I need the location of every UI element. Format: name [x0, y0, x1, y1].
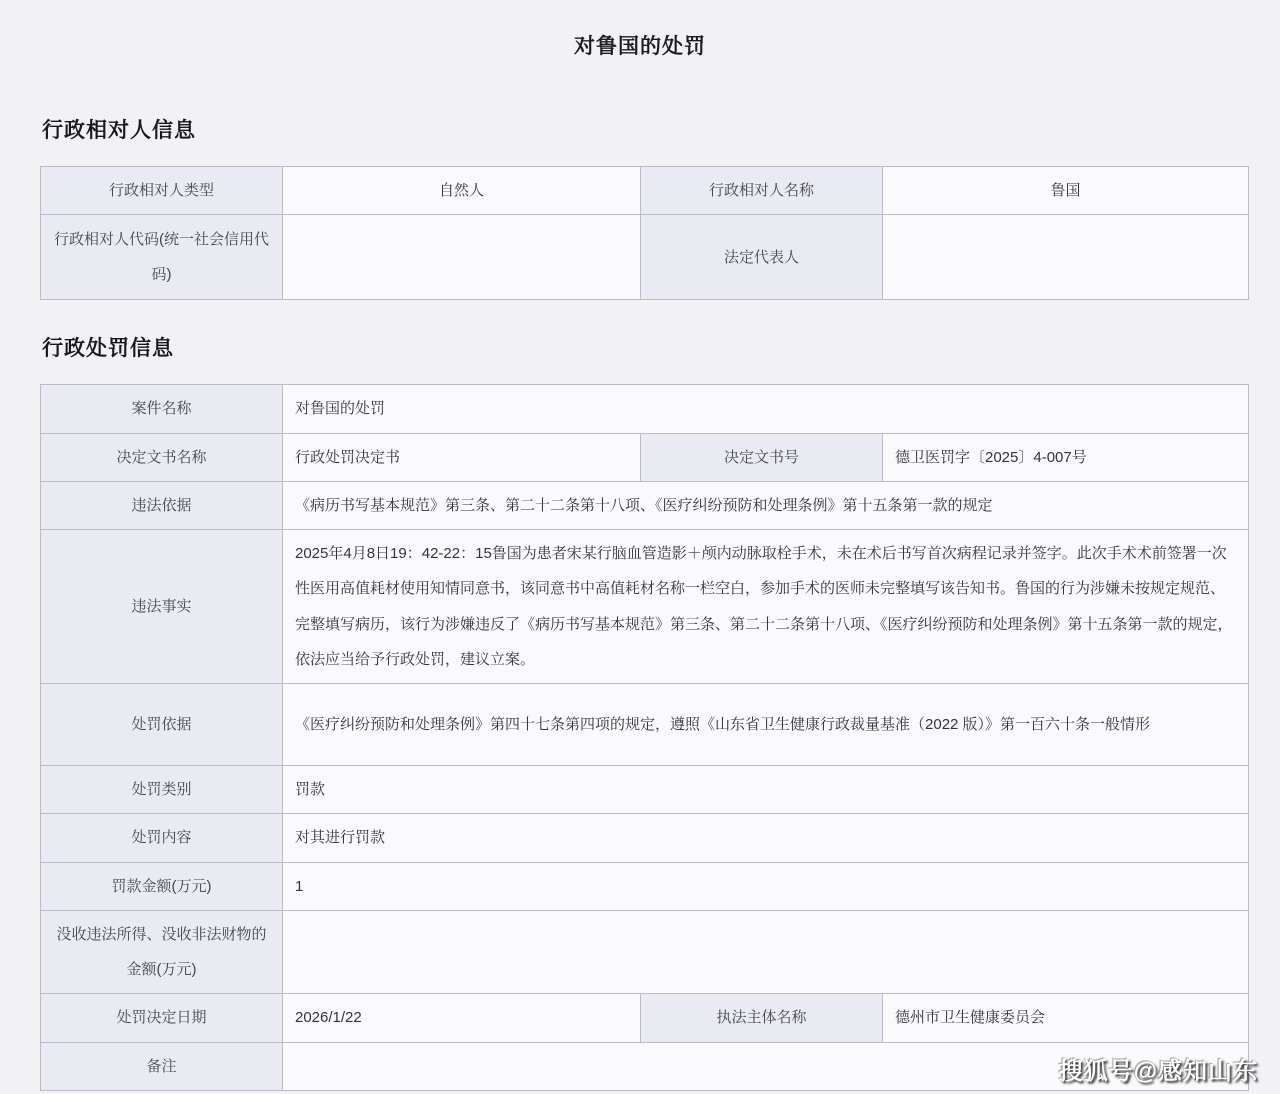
penalty-basis-value: 《医疗纠纷预防和处理条例》第四十七条第四项的规定，遵照《山东省卫生健康行政裁量基准（2022 版）》第一百六十条一般情形 [283, 684, 1249, 766]
decision-document-name-label: 决定文书名称 [41, 433, 283, 481]
table-row [41, 530, 1249, 684]
decision-document-number-label: 决定文书号 [641, 433, 883, 481]
page-title: 对鲁国的处罚 [574, 35, 706, 58]
table-row [41, 862, 1249, 910]
legal-representative-value [883, 215, 1249, 300]
confiscation-amount-label: 没收违法所得、没收非法财物的金额(万元) [41, 910, 283, 994]
table-row [41, 481, 1249, 529]
table-row [41, 167, 1249, 215]
case-name-value: 对鲁国的处罚 [283, 385, 1249, 433]
watermark: 搜狐号@感知山东 [1058, 1058, 1258, 1085]
section-heading-party-info: 行政相对人信息 [42, 119, 196, 142]
table-row [41, 433, 1249, 481]
party-name-label: 行政相对人名称 [641, 167, 883, 215]
table-row [41, 910, 1249, 994]
table-row [41, 684, 1249, 766]
legal-representative-label: 法定代表人 [641, 215, 883, 300]
penalty-decision-date-value: 2026/1/22 [283, 994, 641, 1042]
table-row [41, 385, 1249, 433]
table-row [41, 766, 1249, 814]
confiscation-amount-value [283, 910, 1249, 994]
penalty-content-label: 处罚内容 [41, 814, 283, 862]
party-type-value: 自然人 [283, 167, 641, 215]
decision-document-number-value: 德卫医罚字〔2025〕4-007号 [883, 433, 1249, 481]
table-row [41, 814, 1249, 862]
violation-facts-label: 违法事实 [41, 530, 283, 684]
table-row [41, 215, 1249, 300]
remarks-label: 备注 [41, 1042, 283, 1090]
table-row [41, 994, 1249, 1042]
penalty-category-value: 罚款 [283, 766, 1249, 814]
penalty-category-label: 处罚类别 [41, 766, 283, 814]
party-type-label: 行政相对人类型 [41, 167, 283, 215]
violation-facts-value: 2025年4月8日19：42-22：15鲁国为患者宋某行脑血管造影＋颅内动脉取栓手术，未在术后书写首次病程记录并签字。此次手术术前签署一次性医用高值耗材使用知情同意书，该同意书中高值耗材名称一栏空白，参加手术的医师未完整填写该告知书。鲁国的行为涉嫌未按规定规范、完整填写病历，该行为涉嫌违反了《病历书写基本规范》第三条、第二十二条第十八项、《医疗纠纷预防和处理条例》第十五条第一款的规定，依法应当给予行政处罚，建议立案。 [283, 530, 1249, 684]
penalty-info-table [40, 384, 1249, 1091]
section-heading-penalty-info: 行政处罚信息 [42, 337, 174, 361]
case-name-label: 案件名称 [41, 385, 283, 433]
penalty-content-value: 对其进行罚款 [283, 814, 1249, 862]
penalty-decision-date-label: 处罚决定日期 [41, 994, 283, 1042]
enforcement-authority-label: 执法主体名称 [641, 994, 883, 1042]
enforcement-authority-value: 德州市卫生健康委员会 [883, 994, 1249, 1042]
penalty-basis-label: 处罚依据 [41, 684, 283, 766]
violation-basis-value: 《病历书写基本规范》第三条、第二十二条第十八项、《医疗纠纷预防和处理条例》第十五条第一款的规定 [283, 481, 1249, 529]
party-code-value [283, 215, 641, 300]
violation-basis-label: 违法依据 [41, 481, 283, 529]
decision-document-name-value: 行政处罚决定书 [283, 433, 641, 481]
party-code-label: 行政相对人代码(统一社会信用代码) [41, 215, 283, 300]
fine-amount-value: 1 [283, 862, 1249, 910]
fine-amount-label: 罚款金额(万元) [41, 862, 283, 910]
party-info-table [40, 166, 1249, 300]
party-name-value: 鲁国 [883, 167, 1249, 215]
